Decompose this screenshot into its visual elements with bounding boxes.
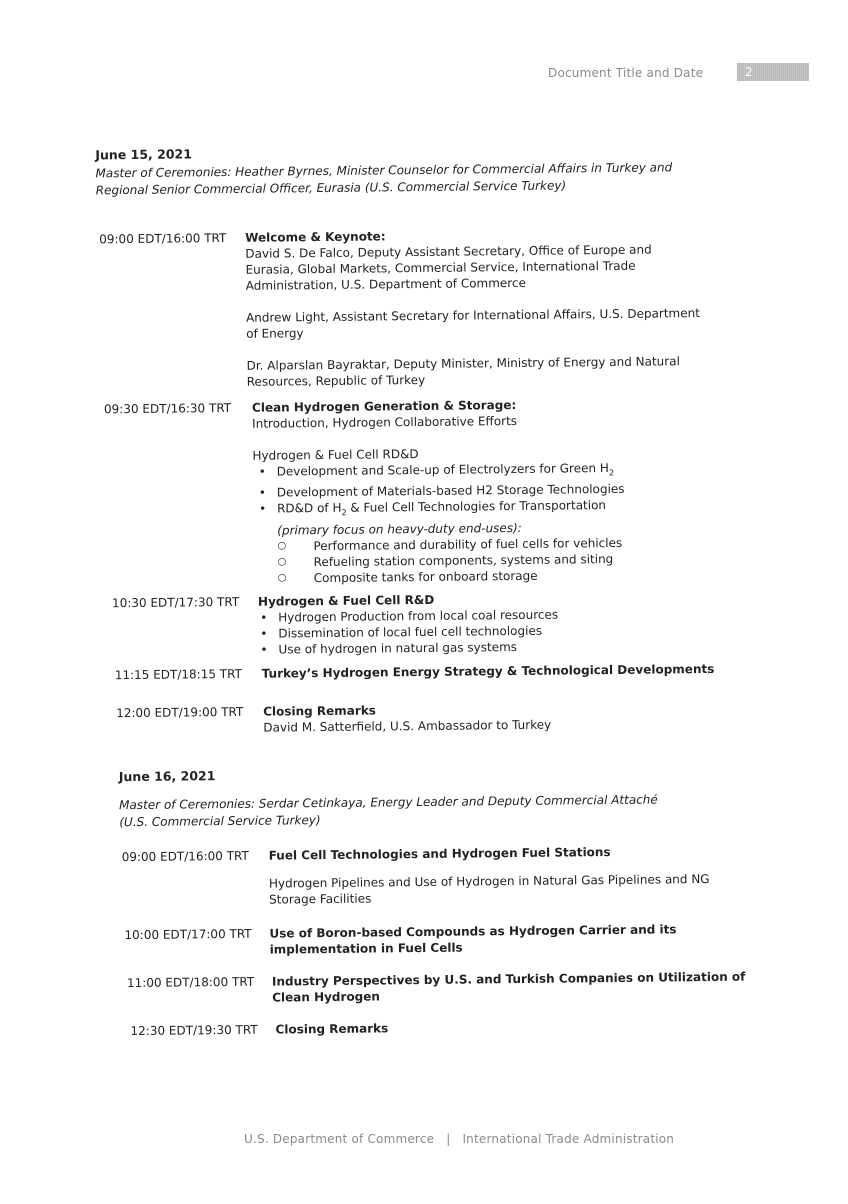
session-detail: Storage Facilities <box>269 891 372 907</box>
list-item-text: Development and Scale-up of Electrolyzers for Green H <box>276 461 609 479</box>
document-footer <box>244 1132 674 1146</box>
session-title: Closing Remarks <box>263 703 376 719</box>
list-item-text: RD&D of H <box>276 501 342 516</box>
session-time: 12:30 EDT/19:30 TRT <box>130 1022 258 1039</box>
list-item-note: (primary focus on heavy-duty end-uses): <box>277 520 522 538</box>
speaker: David M. Satterfield, U.S. Ambassador to Turkey <box>263 717 552 735</box>
list-item: • Hydrogen Production from local coal resources <box>278 605 738 626</box>
session-body <box>263 699 743 736</box>
session-detail: Hydrogen Pipelines and Use of Hydrogen in Natural Gas Pipelines and NG <box>268 871 710 891</box>
footer-separator: | <box>446 1132 451 1146</box>
session-title: implementation in Fuel Cells <box>269 940 463 957</box>
agenda-session <box>116 698 756 735</box>
session-title: Closing Remarks <box>275 1021 389 1037</box>
sub-bullet-list <box>277 533 733 586</box>
day1-date: June 15, 2021 <box>95 146 192 163</box>
speaker <box>245 241 725 294</box>
moc-line: (U.S. Commercial Service Turkey) <box>119 813 321 830</box>
list-item <box>277 496 734 586</box>
session-time: 09:30 EDT/16:30 TRT <box>103 400 232 417</box>
session-body <box>258 589 739 658</box>
footer-administration: International Trade Administration <box>462 1132 675 1146</box>
bullet-list <box>258 605 738 658</box>
speaker <box>246 353 726 390</box>
speaker-line: Andrew Light, Assistant Secretary for International Affairs, U.S. Department <box>245 306 700 325</box>
day2-master-of-ceremonies <box>119 792 658 832</box>
agenda-session <box>124 920 764 957</box>
session-title: Welcome & Keynote: <box>245 229 386 245</box>
moc-line: Master of Ceremonies: Heather Byrnes, Minister Counselor for Commercial Affairs in Turkey and <box>95 160 673 181</box>
agenda-session <box>114 660 755 683</box>
list-item: • Dissemination of local fuel cell technologies <box>278 621 738 642</box>
sub-list-item: ○ Performance and durability of fuel cells for vehicles <box>313 533 733 553</box>
session-time: 10:00 EDT/17:00 TRT <box>124 926 252 943</box>
session-time: 10:30 EDT/17:30 TRT <box>111 594 240 611</box>
agenda-session <box>103 395 744 585</box>
session-time: 09:00 EDT/16:00 TRT <box>121 848 249 865</box>
sub-list-item: ○ Refueling station components, systems and siting <box>314 549 734 569</box>
agenda-session <box>99 225 739 389</box>
session-title: Industry Perspectives by U.S. and Turkish Companies on Utilization of <box>271 969 746 989</box>
session-body <box>272 968 762 1005</box>
sub-list-item: ○ Composite tanks for onboard storage <box>314 565 734 585</box>
bullet-list <box>253 459 734 587</box>
session-time: 12:00 EDT/19:00 TRT <box>116 704 244 721</box>
speaker-line: Dr. Alparslan Bayraktar, Deputy Minister, Ministry of Energy and Natural <box>246 354 680 373</box>
day1-master-of-ceremonies <box>95 159 672 199</box>
session-body <box>269 921 749 958</box>
moc-line: Regional Senior Commercial Officer, Eurasia (U.S. Commercial Service Turkey) <box>95 178 567 198</box>
session-time: 11:00 EDT/18:00 TRT <box>126 974 255 991</box>
document-header-title: Document Title and Date <box>548 66 704 80</box>
session-body <box>245 225 727 390</box>
session-time: 09:00 EDT/16:00 TRT <box>99 231 227 247</box>
session-subheading: Hydrogen & Fuel Cell RD&D <box>252 447 419 463</box>
session-body <box>269 843 750 908</box>
footer-department: U.S. Department of Commerce <box>244 1132 435 1146</box>
speaker-line: David S. De Falco, Deputy Assistant Secretary, Office of Europe and <box>245 242 652 261</box>
subscript: 2 <box>341 508 347 518</box>
agenda-session <box>126 968 767 1005</box>
speaker-line: Resources, Republic of Turkey <box>246 372 426 389</box>
agenda-session <box>130 1016 770 1039</box>
agenda-session <box>111 589 752 657</box>
list-item: • Use of hydrogen in natural gas systems <box>278 637 738 658</box>
session-body <box>262 661 752 682</box>
list-item: • Development of Materials-based H2 Storage Technologies <box>277 480 733 501</box>
list-item-text: & Fuel Cell Technologies for Transportation <box>346 498 607 516</box>
day2-date: June 16, 2021 <box>118 768 216 785</box>
speaker-line: Eurasia, Global Markets, Commercial Service, International Trade <box>245 258 636 277</box>
page-number-badge: 2 <box>737 63 809 81</box>
session-body <box>275 1017 755 1038</box>
session-title: Use of Boron-based Compounds as Hydrogen Carrier and its <box>269 922 677 941</box>
speaker <box>246 305 726 342</box>
session-title: Turkey’s Hydrogen Energy Strategy & Technological Developments <box>261 661 715 681</box>
session-time: 11:15 EDT/18:15 TRT <box>114 666 242 683</box>
session-title: Hydrogen & Fuel Cell R&D <box>257 592 435 609</box>
agenda-session <box>121 842 762 907</box>
session-title: Clean Hydrogen <box>272 989 380 1005</box>
session-subtitle: Introduction, Hydrogen Collaborative Efforts <box>252 413 518 431</box>
subscript: 2 <box>608 468 615 478</box>
session-title: Fuel Cell Technologies and Hydrogen Fuel Stations <box>268 845 611 863</box>
speaker-line: Administration, U.S. Department of Commerce <box>245 275 526 293</box>
moc-line: Master of Ceremonies: Serdar Cetinkaya, Energy Leader and Deputy Commercial Attaché <box>119 792 658 813</box>
session-title: Clean Hydrogen Generation & Storage: <box>251 397 517 415</box>
session-body <box>252 395 734 587</box>
speaker-line: of Energy <box>246 326 304 341</box>
